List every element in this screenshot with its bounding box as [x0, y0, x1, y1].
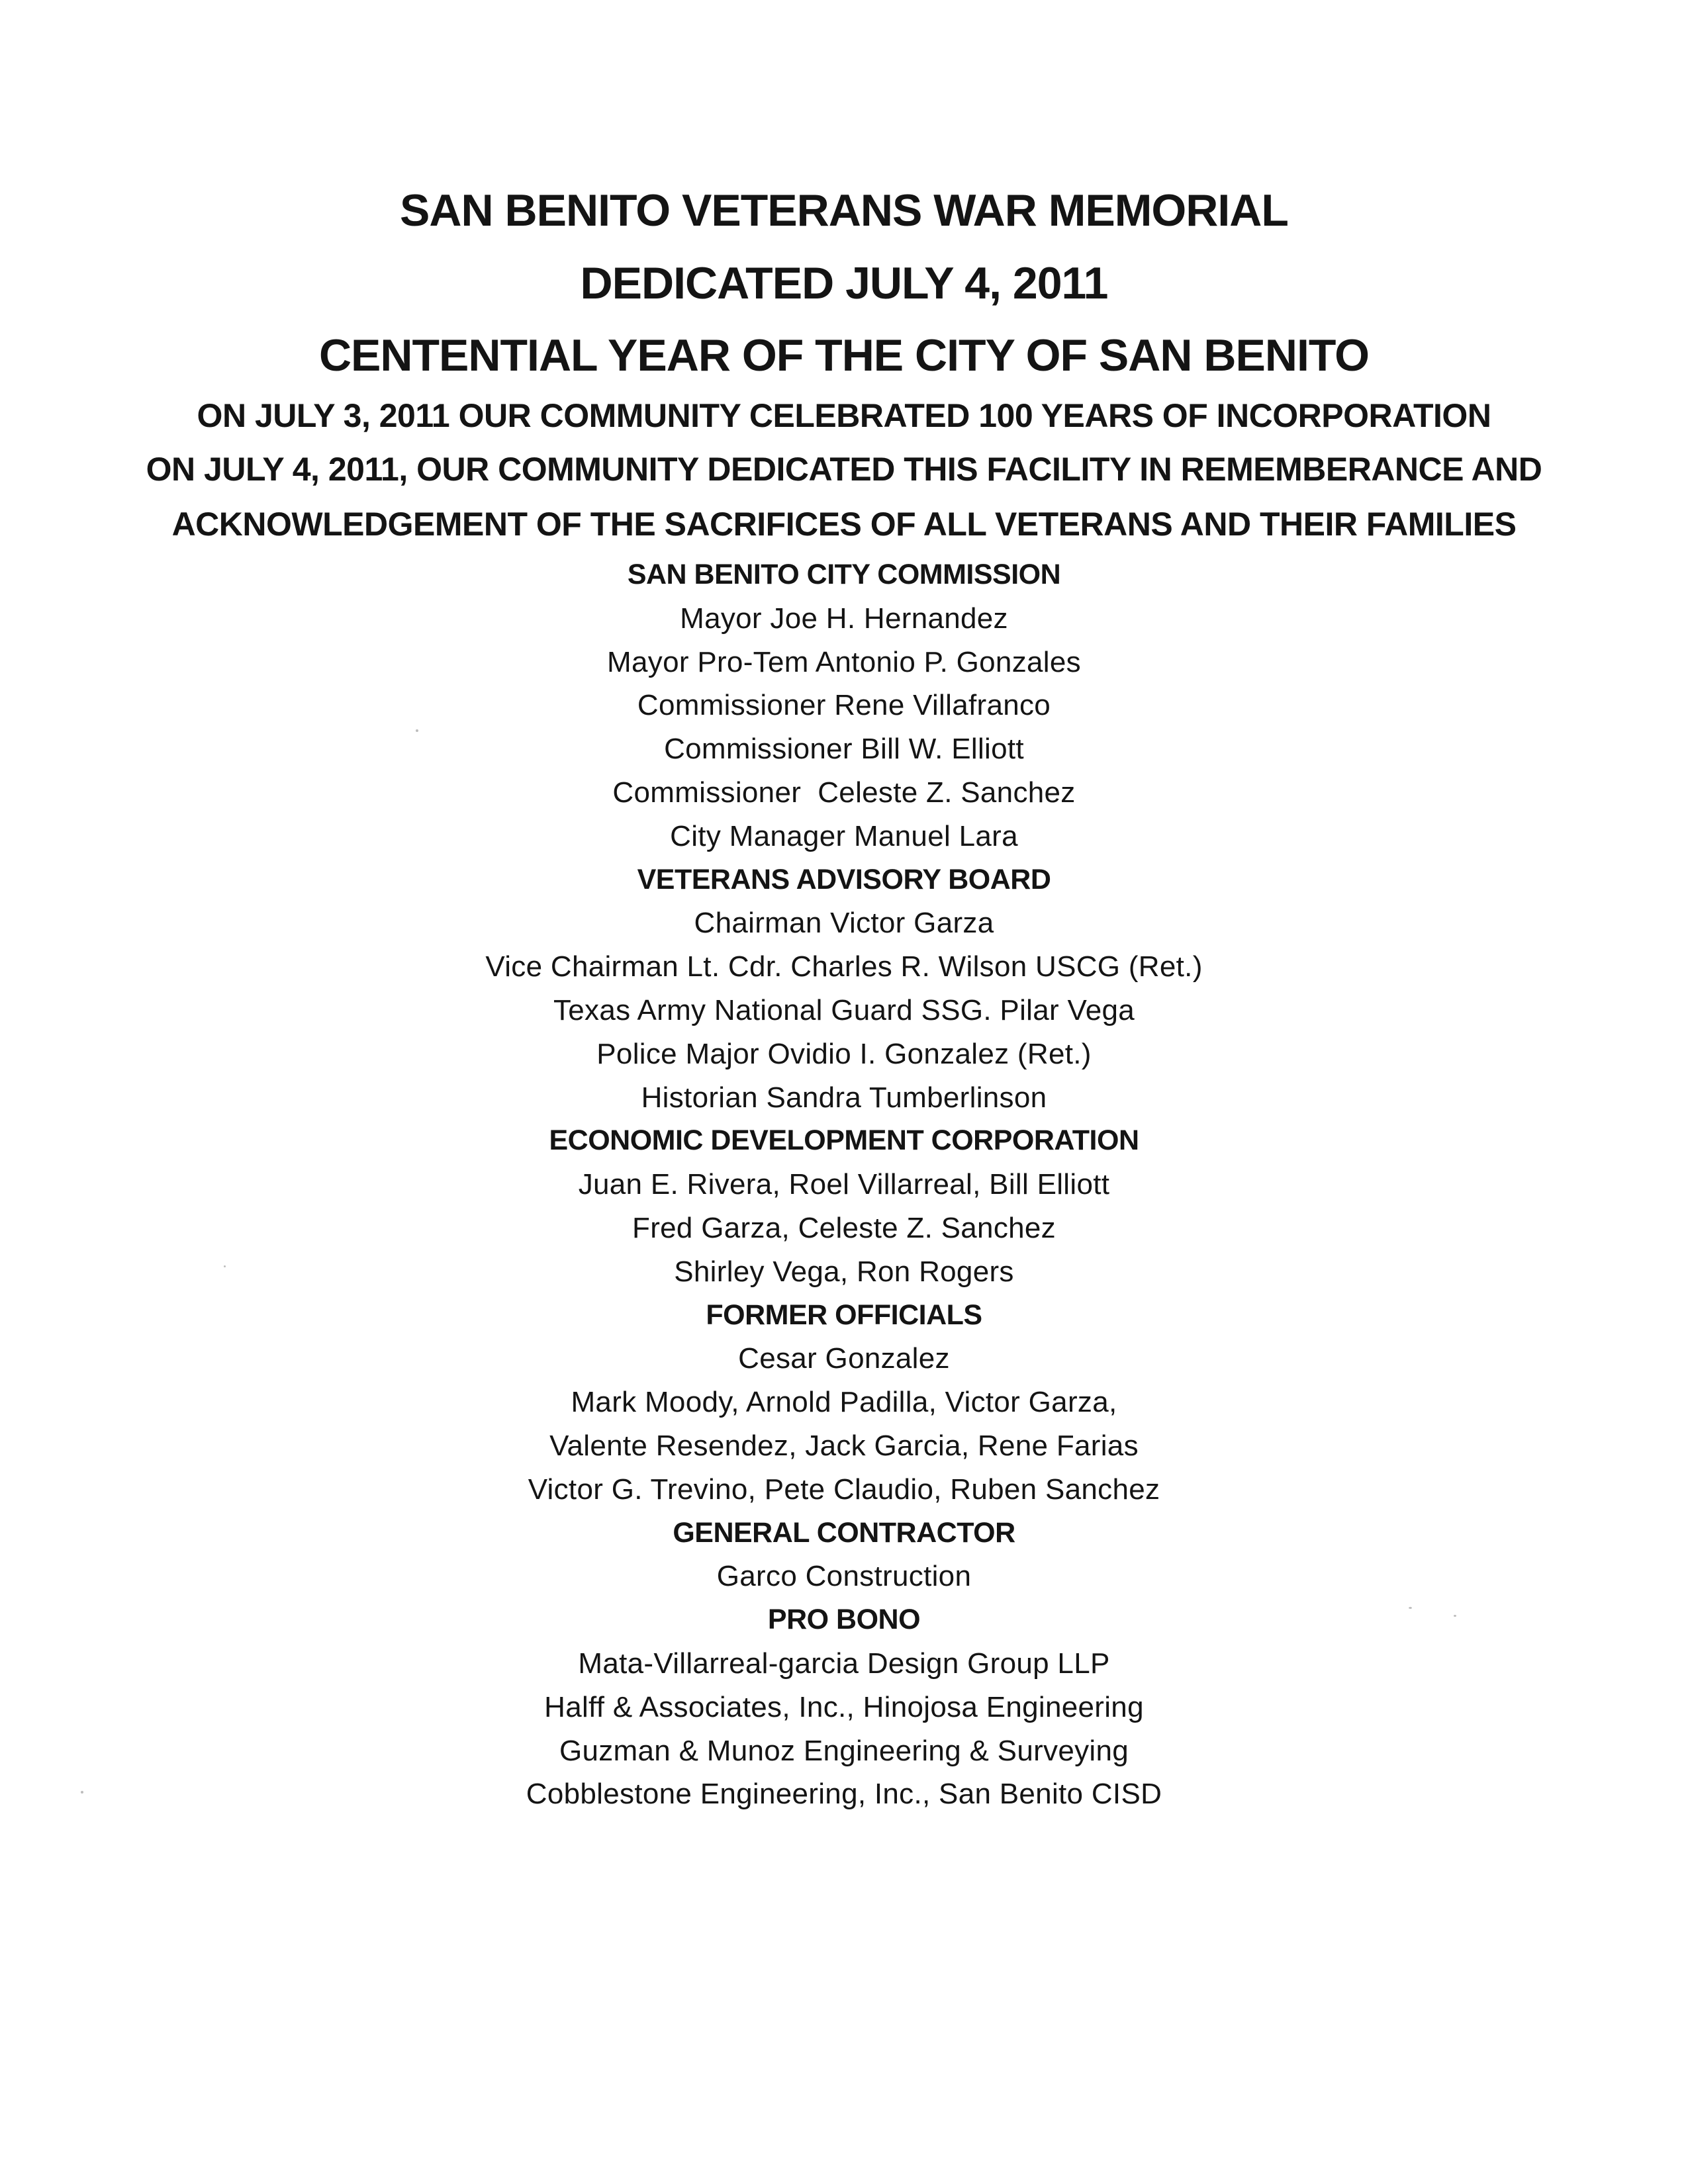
credit-line: Texas Army National Guard SSG. Pilar Vega — [553, 993, 1135, 1026]
credit-line: Shirley Vega, Ron Rogers — [674, 1255, 1014, 1288]
credit-line: Mayor Pro-Tem Antonio P. Gonzales — [607, 645, 1081, 678]
credit-line: Police Major Ovidio I. Gonzalez (Ret.) — [596, 1037, 1092, 1070]
section-heading-city-commission: SAN BENITO CITY COMMISSION — [627, 559, 1061, 590]
title-line-1: SAN BENITO VETERANS WAR MEMORIAL — [400, 185, 1288, 236]
credits-list — [0, 553, 1688, 1816]
credit-line: Cobblestone Engineering, Inc., San Benito CISD — [526, 1778, 1162, 1811]
section-heading-economic-development: ECONOMIC DEVELOPMENT CORPORATION — [549, 1124, 1139, 1157]
credit-line: Guzman & Munoz Engineering & Surveying — [559, 1734, 1129, 1767]
credit-line: Commissioner Rene Villafranco — [637, 689, 1051, 722]
credit-line: Historian Sandra Tumberlinson — [641, 1081, 1047, 1114]
section-heading-former-officials: FORMER OFFICIALS — [706, 1298, 982, 1331]
scan-speck — [224, 1265, 226, 1267]
credit-line: Mark Moody, Arnold Padilla, Victor Garza, — [571, 1386, 1117, 1419]
credit-line: Fred Garza, Celeste Z. Sanchez — [632, 1211, 1056, 1244]
scan-speck — [1409, 1607, 1412, 1609]
section-heading-pro-bono: PRO BONO — [767, 1604, 921, 1636]
statement-line-3: ACKNOWLEDGEMENT OF THE SACRIFICES OF ALL VETERANS AND THEIR FAMILIES — [171, 506, 1517, 543]
statement-line-2: ON JULY 4, 2011, OUR COMMUNITY DEDICATED THIS FACILITY IN REMEMBERANCE AND — [146, 451, 1542, 488]
credit-line: Victor G. Trevino, Pete Claudio, Ruben Sanchez — [528, 1473, 1160, 1506]
credit-line: Juan E. Rivera, Roel Villarreal, Bill Elliott — [578, 1168, 1110, 1201]
credit-line: Valente Resendez, Jack Garcia, Rene Farias — [549, 1429, 1139, 1462]
scan-speck — [1454, 1615, 1456, 1617]
credit-line: City Manager Manuel Lara — [670, 819, 1018, 852]
credit-line: Vice Chairman Lt. Cdr. Charles R. Wilson USCG (Ret.) — [485, 950, 1203, 983]
title-line-3: CENTENTIAL YEAR OF THE CITY OF SAN BENITO — [318, 330, 1370, 381]
title-line-2: DEDICATED JULY 4, 2011 — [580, 258, 1108, 308]
credit-line: Cesar Gonzalez — [738, 1342, 950, 1375]
section-heading-general-contractor: GENERAL CONTRACTOR — [673, 1516, 1015, 1549]
scan-speck — [81, 1791, 83, 1794]
section-heading-veterans-advisory-board: VETERANS ADVISORY BOARD — [637, 863, 1051, 895]
credit-line: Halff & Associates, Inc., Hinojosa Engineering — [544, 1690, 1144, 1723]
credit-line: Mata-Villarreal-garcia Design Group LLP — [578, 1647, 1110, 1680]
credit-line: Garco Construction — [716, 1560, 972, 1593]
credit-line: Chairman Victor Garza — [694, 907, 994, 940]
credit-line: Commissioner Bill W. Elliott — [664, 733, 1024, 766]
statement-line-1: ON JULY 3, 2011 OUR COMMUNITY CELEBRATED 100 YEARS OF INCORPORATION — [197, 397, 1491, 434]
scan-speck — [416, 729, 418, 732]
credit-line: Mayor Joe H. Hernandez — [680, 602, 1008, 635]
credit-line: Commissioner Celeste Z. Sanchez — [612, 776, 1076, 809]
